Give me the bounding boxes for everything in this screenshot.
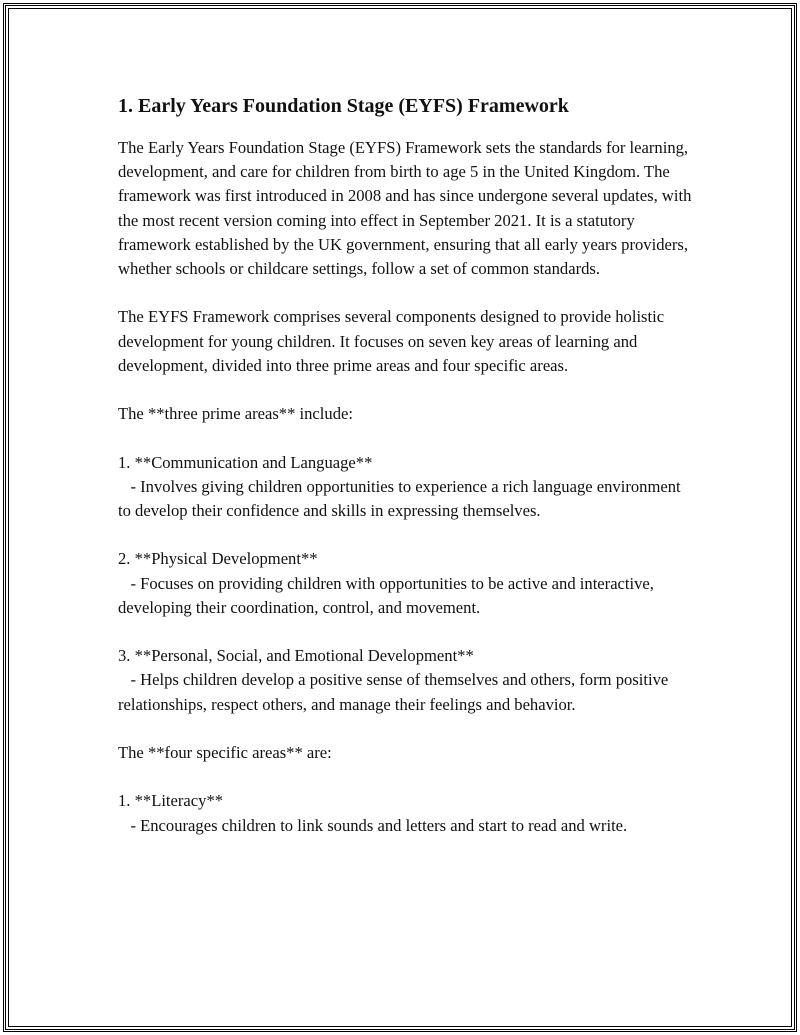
- list-item-title: 1. **Literacy**: [118, 791, 224, 811]
- list-item-description: - Involves giving children opportunities to experience a rich language environment to develop their confidence and skills in expressing themselves.: [118, 476, 681, 520]
- section-heading: 1. Early Years Foundation Stage (EYFS) Framework: [118, 95, 569, 117]
- document-body: [118, 92, 693, 862]
- specific-areas-intro: The **four specific areas** are:: [118, 742, 332, 762]
- list-item: [118, 789, 693, 837]
- list-item: [118, 451, 693, 524]
- list-item: [118, 547, 693, 620]
- intro-paragraph: The Early Years Foundation Stage (EYFS) Framework sets the standards for learning, development, and care for children from birth to age 5 in the United Kingdom. The framework was first introduced in 2008 and has since undergone several updates, with the most recent version coming into effect in September 2021. It is a statutory framework established by the UK government, ensuring that all early years providers, whether schools or childcare settings, follow a set of common standards.: [118, 138, 692, 279]
- prime-areas-intro: The **three prime areas** include:: [118, 404, 353, 424]
- list-item-description: - Helps children develop a positive sense of themselves and others, form positive relationships, respect others, and manage their feelings and behavior.: [118, 670, 669, 714]
- list-item: [118, 644, 693, 717]
- list-item-title: 2. **Physical Development**: [118, 549, 318, 569]
- list-item-title: 3. **Personal, Social, and Emotional Development**: [118, 646, 474, 666]
- components-paragraph: The EYFS Framework comprises several components designed to provide holistic development for young children. It focuses on seven key areas of learning and development, divided into three prime areas and four specific areas.: [118, 307, 665, 375]
- list-item-description: - Focuses on providing children with opportunities to be active and interactive, developing their coordination, control, and movement.: [118, 573, 654, 617]
- list-item-description: - Encourages children to link sounds and letters and start to read and write.: [130, 815, 628, 835]
- list-item-title: 1. **Communication and Language**: [118, 452, 373, 472]
